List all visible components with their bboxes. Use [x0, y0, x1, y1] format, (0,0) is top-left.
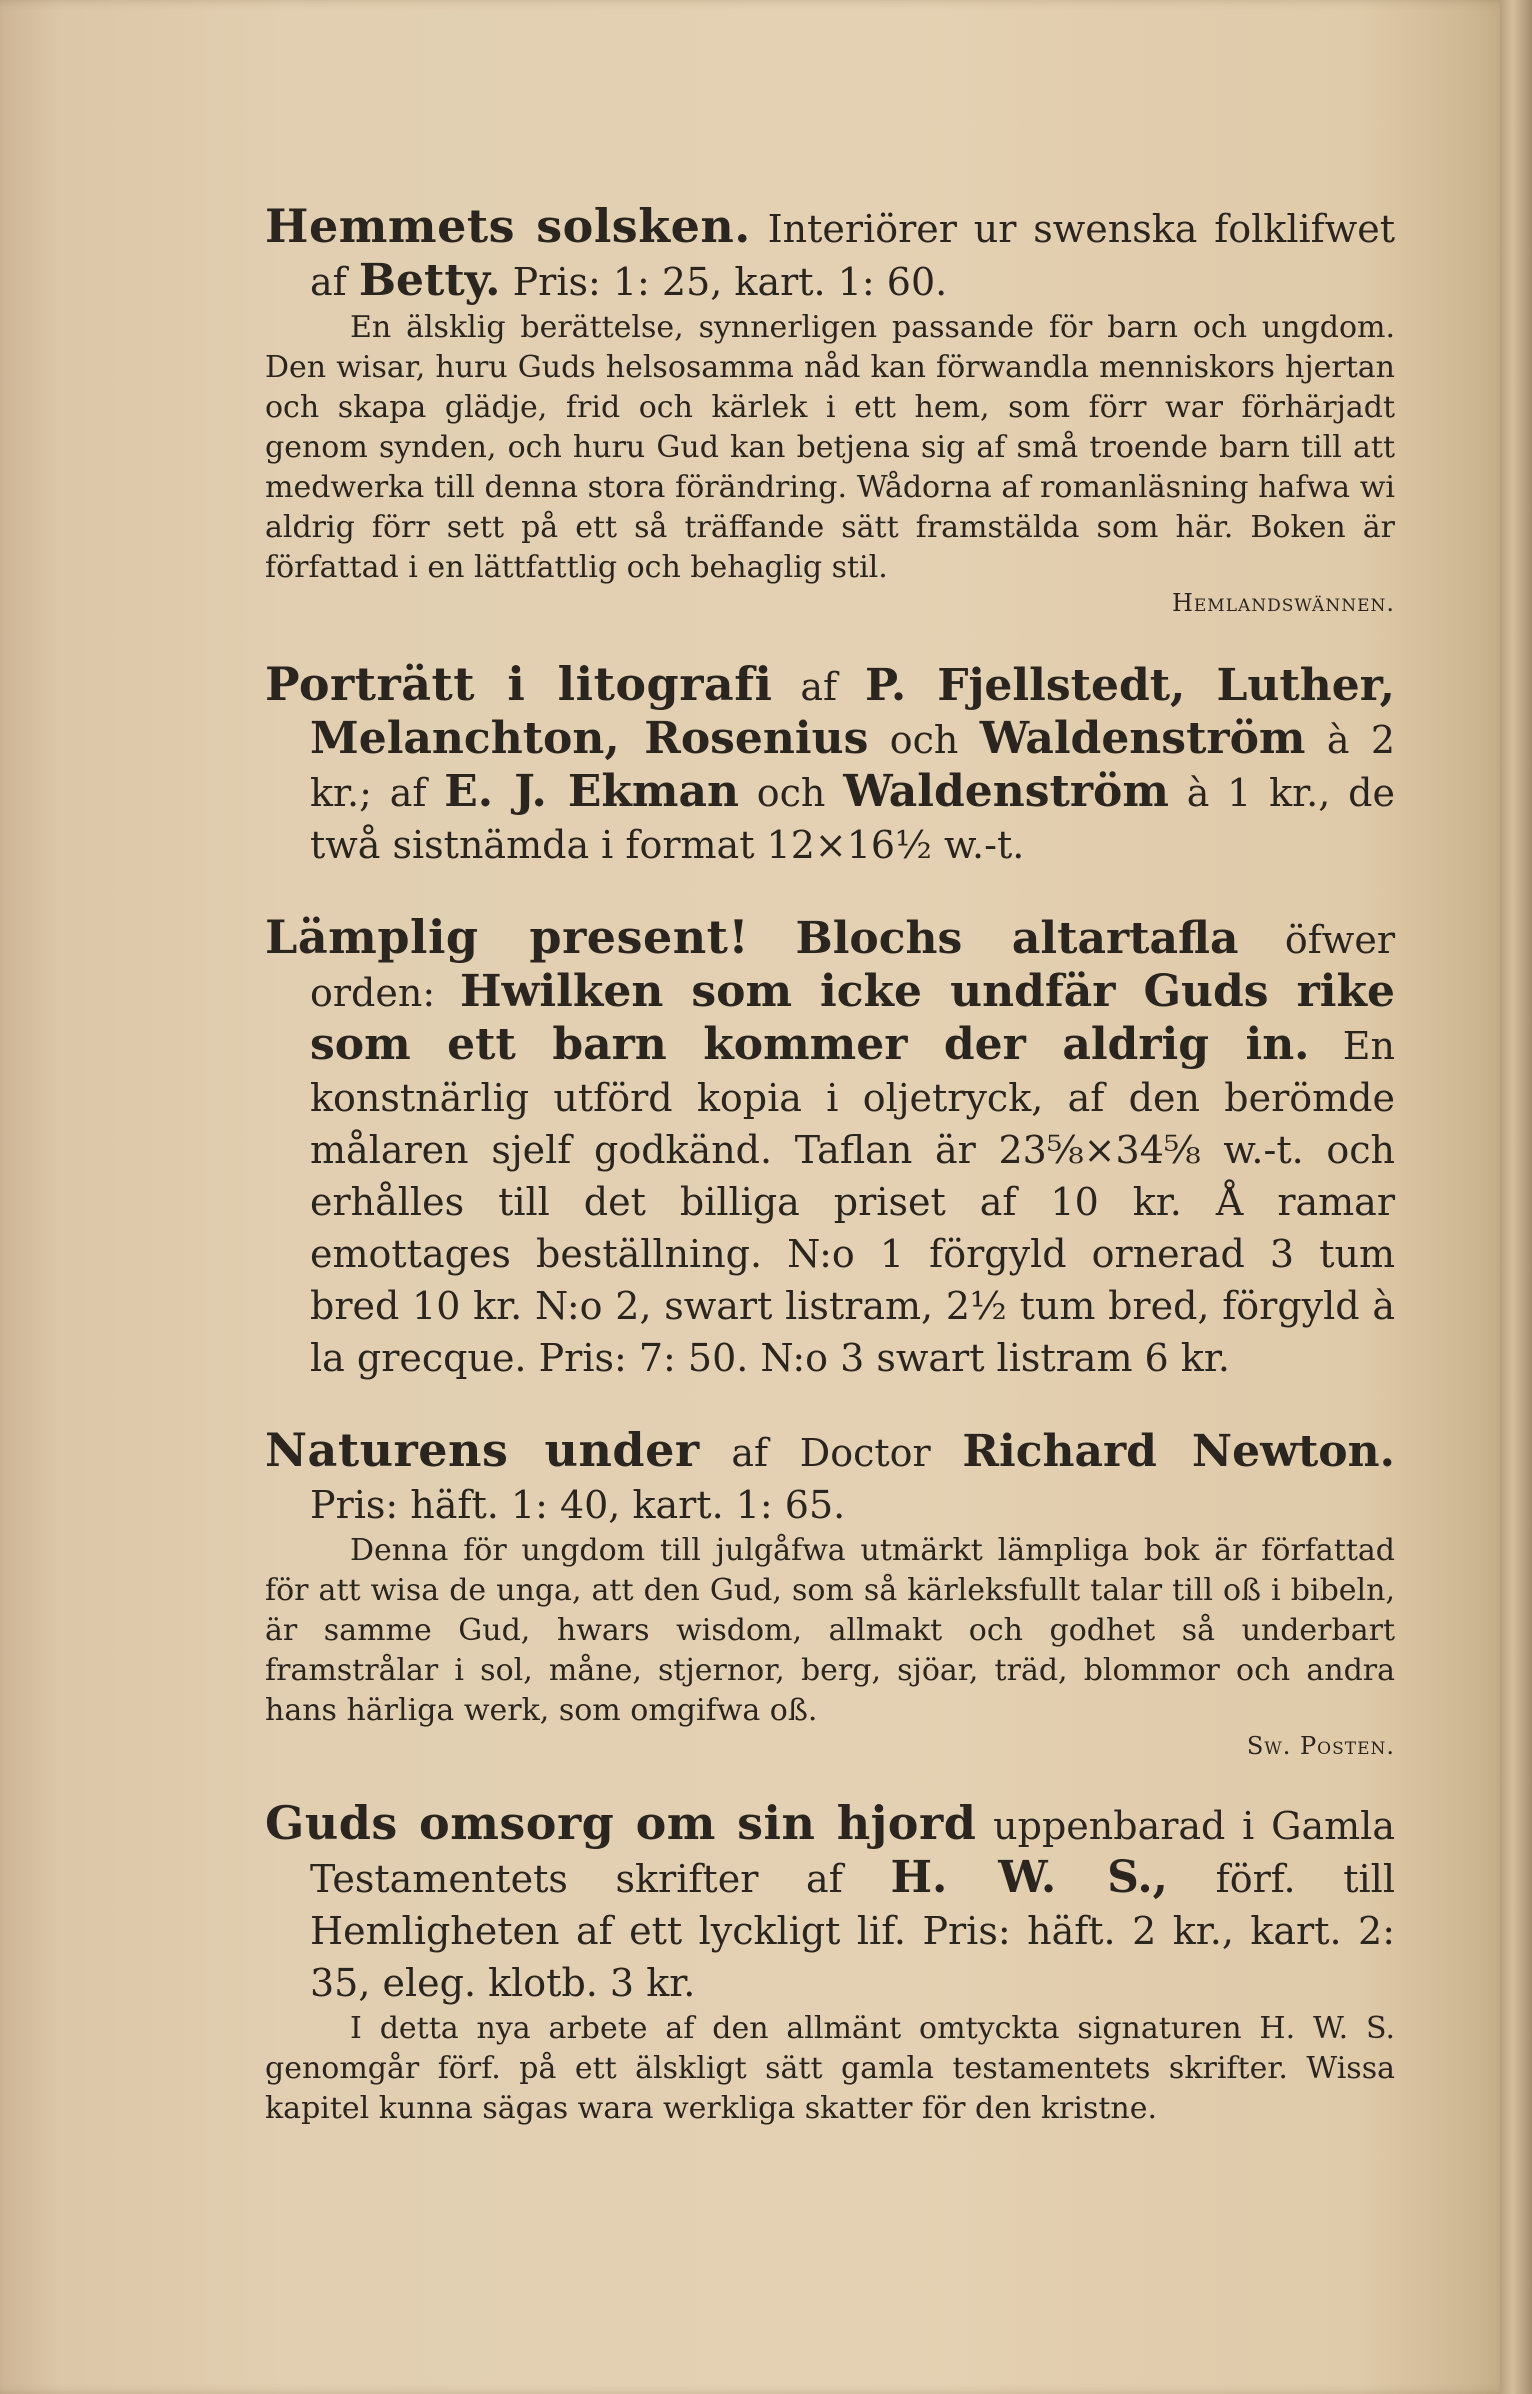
book-price: Pris: häft. 1: 40, kart. 1: 65. [310, 1483, 846, 1527]
entry-portratt [265, 658, 1395, 871]
text-och: och [756, 771, 826, 815]
portrait-name: Waldenström [979, 713, 1306, 764]
book-author: Richard Newton. [962, 1426, 1395, 1477]
text-ofwer: öfwer orden: [310, 918, 1395, 1015]
text-af-doctor: af Doctor [731, 1431, 931, 1475]
item-quote: Hwilken som icke undfär Guds rike som ett barn kommer der aldrig in. [310, 966, 1395, 1070]
book-title: Guds omsorg om sin hjord [265, 1796, 977, 1850]
entry-naturens-under [265, 1424, 1395, 1761]
book-subtitle: uppenbarad i Gamla Testamentets skrifter af [310, 1804, 1395, 1901]
item-title: Lämplig present! [265, 910, 750, 964]
item-name: Blochs altartafla [795, 913, 1239, 964]
book-details: förf. till Hemligheten af ett lyckligt lif. Pris: häft. 2 kr., kart. 2: 35, eleg. klotb. 3 kr. [310, 1857, 1395, 2005]
entry-heading [265, 1797, 1395, 2009]
review-text: I detta nya arbete af den allmänt omtyckta signaturen H. W. S. genomgår förf. på ett älskligt sätt gamla testamentets skrifter. Wissa kapitel kunna sägas wara werkliga skatter för den kristne. [265, 2011, 1395, 2126]
entry-heading [265, 911, 1395, 1384]
book-subtitle: Interiörer ur swenska folklifwet af [310, 207, 1395, 304]
book-author: Betty. [358, 255, 501, 306]
page-edge [1500, 0, 1532, 2394]
text-price: à 2 kr.; af [310, 718, 1395, 815]
review-text: Denna för ungdom till julgåfwa utmärkt lämpliga bok är författad för att wisa de unga, att den Gud, som så kärleksfullt talar till oß i bibeln, är samme Gud, hwars wisdom, allmakt och godhet så underbart framstrålar i sol, måne, stjernor, berg, sjöar, träd, blommor och andra hans härliga werk, som omgifwa oß. [265, 1533, 1395, 1728]
book-title: Naturens under [265, 1423, 700, 1477]
entry-heading [265, 1424, 1395, 1531]
entry-hemmets-solsken [265, 200, 1395, 618]
book-review [265, 308, 1395, 588]
book-review [265, 1531, 1395, 1731]
entry-heading [265, 658, 1395, 871]
item-title: Porträtt i litografi [265, 657, 773, 711]
review-source: Hemlandswännen. [1171, 589, 1395, 617]
entry-heading [265, 200, 1395, 308]
review-text: En älsklig berättelse, synnerligen passande för barn och ungdom. Den wisar, huru Guds helsosamma nåd kan förwandla menniskors hjertan och skapa glädje, frid och kärlek i ett hem, som förr war förhärjadt genom synden, och huru Gud kan betjena sig af små troende barn till att medwerka till denna stora förändring. Wådorna af romanläsning hafwa wi aldrig förr sett på ett så träffande sätt framstälda som här. Boken är författad i en lättfattlig och behaglig stil. [265, 310, 1395, 585]
entry-lamplig-present [265, 911, 1395, 1384]
book-review [265, 2009, 1395, 2129]
item-description: En konstnärlig utförd kopia i oljetryck, af den berömde målaren sjelf godkänd. Taflan är 23⅝×34⅝ w.-t. och erhålles till det billiga priset af 10 kr. Å ramar emottages beställning. N:o 1 förgyld ornerad 3 tum bred 10 kr. N:o 2, swart listram, 2½ tum bred, förgyld à la grecque. Pris: 7: 50. N:o 3 swart listram 6 kr. [310, 1024, 1395, 1380]
text-och: och [889, 718, 959, 762]
book-price: Pris: 1: 25, kart. 1: 60. [512, 260, 948, 304]
text-format: à 1 kr., de twå sistnämda i format 12×16½ w.-t. [310, 771, 1395, 867]
advertisement-list [265, 200, 1395, 2129]
book-author: H. W. S., [890, 1852, 1168, 1903]
review-source: Sw. Posten. [1246, 1732, 1395, 1760]
book-title: Hemmets solsken. [265, 199, 751, 253]
portrait-names: P. Fjellstedt, Luther, Melanchton, Rosenius [310, 660, 1395, 764]
portrait-name: E. J. Ekman [444, 766, 739, 817]
portrait-name: Waldenström [843, 766, 1169, 817]
entry-guds-omsorg [265, 1797, 1395, 2129]
text-af: af [800, 665, 838, 709]
